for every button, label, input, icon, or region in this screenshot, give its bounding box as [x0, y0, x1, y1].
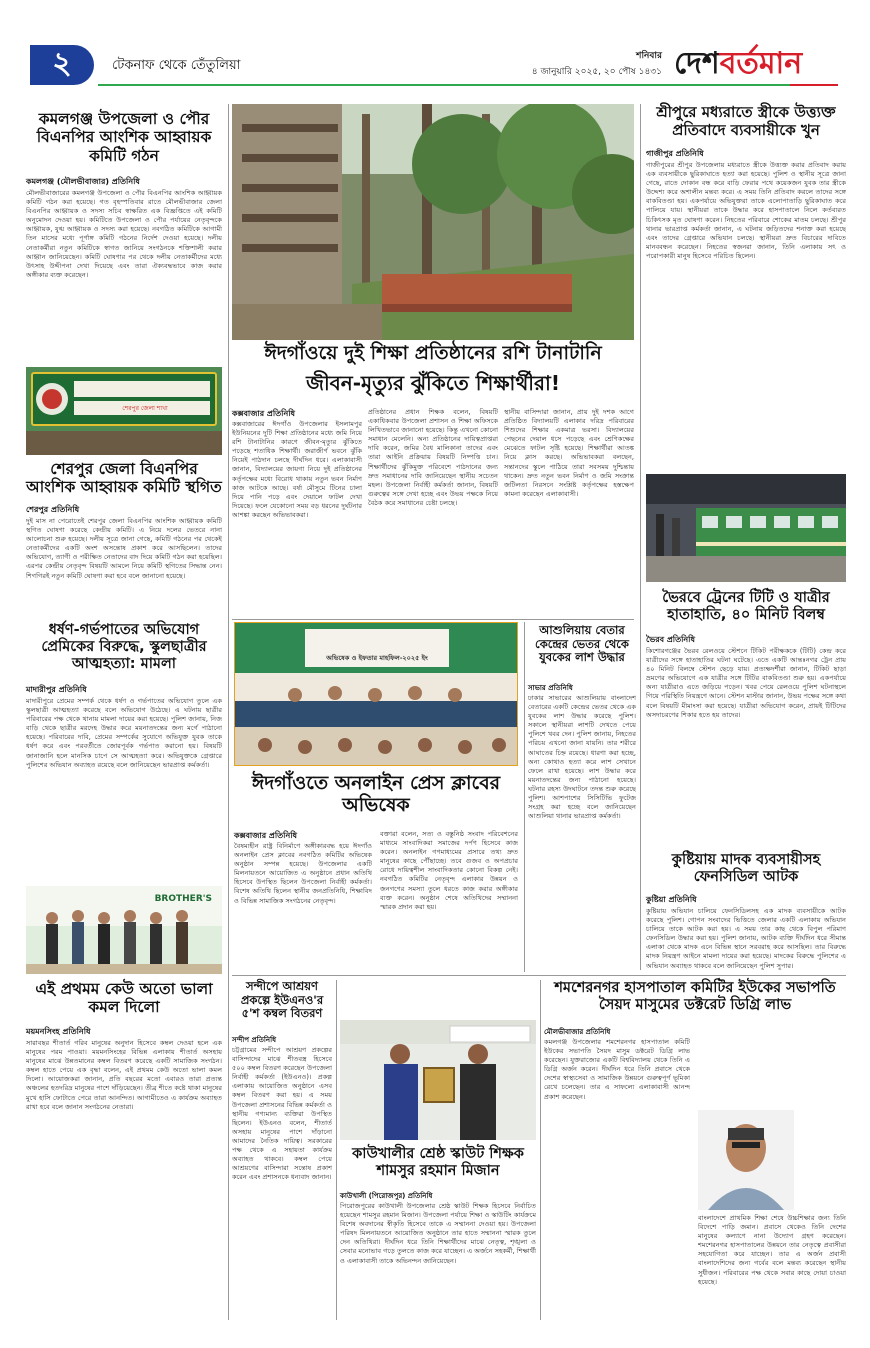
kaukhali-photo-graphic [340, 1020, 536, 1140]
sreepur-headline: শ্রীপুরে মধ্যরাতে স্ত্রীকে উত্ত্যক্ত প্রতিবাদে ব্যবসায়ীকে খুন [656, 103, 836, 139]
brother-byline: ময়মনসিংহ প্রতিনিধি [26, 1027, 91, 1036]
bhairab-body: কিশোরগঞ্জের ভৈরব রেলওয়ে স্টেশনে টিকিট পরীক্ষককে (টিটি) কেন্দ্র করে যাত্রীদের সঙ্গে হাতাহাতির ঘটনা ঘটেছে। এতে একটি আন্তঃনগর ট্রেন প্রায় ৪০ মিনিট বিলম্বে স্টেশন ছেড়ে যায়। প্রত্যক্ষদর্শীরা জানান, টিকিট ছাড়া ভ্রমণের অভিযোগে এক যাত্রীর সঙ্গে টিটির বাকবিতণ্ডা শুরু হয়। একপর্যায়ে অন্য যাত্রীরাও এতে জড়িয়ে পড়েন। খবর পেয়ে রেলওয়ে পুলিশ ঘটনাস্থলে গিয়ে পরিস্থিতি নিয়ন্ত্রণে আনে। স্টেশন মাস্টার জানান, উভয় পক্ষের সঙ্গে কথা বলে বিষয়টি মীমাংসা করা হয়েছে। যাত্রীরা অভিযোগ করেন, প্রায়ই টিটিদের অসদাচরণের শিকার হতে হয় তাদের। [646, 647, 846, 719]
logo-bortoman: বর্তমান [719, 46, 803, 81]
kushtia-headline: কুষ্টিয়ায় মাদক ব্যবসায়ীসহ ফেনসিডিল আটক [671, 852, 821, 886]
kushtia-body: কুষ্টিয়ায় অভিযান চালিয়ে ফেনসিডিলসহ এক মাদক ব্যবসায়ীকে আটক করেছে পুলিশ। গোপন সংবাদের ভিত্তিতে জেলার একটি এলাকায় অভিযান চালিয়ে তাকে আটক করা হয়। এ সময় তার কাছ থেকে বিপুল পরিমাণ ফেনসিডিল উদ্ধার করা হয়। পুলিশ জানায়, আটক ব্যক্তি দীর্ঘদিন ধরে সীমান্ত এলাকা থেকে মাদক এনে বিভিন্ন স্থানে সরবরাহ করে আসছিল। তার বিরুদ্ধে মাদক নিয়ন্ত্রণ আইনে মামলা দায়ের করা হয়েছে। মাদকের বিরুদ্ধে পুলিশের এ অভিযান অব্যাহত থাকবে বলে জানিয়েছেন পুলিশ সুপার। [646, 907, 846, 970]
press-club-body-col1: বৈষম্যহীন রাষ্ট্র বিনির্মাণে অঙ্গীকারবদ্ধ হয়ে ঈদগাঁও অনলাইন প্রেস ক্লাবের নবগঠিত কমিটির অভিষেক অনুষ্ঠান সম্পন্ন হয়েছে। উপজেলার একটি মিলনায়তনে আয়োজিত এ অনুষ্ঠানে প্রধান অতিথি হিসেবে উপস্থিত ছিলেন উপজেলা নির্বাহী কর্মকর্তা। বিশেষ অতিথি ছিলেন স্থানীয় জনপ্রতিনিধি, শিক্ষাবিদ ও বিভিন্ন সামাজিক সংগঠনের নেতৃবৃন্দ। [234, 842, 372, 905]
sherpur-photo [26, 367, 222, 455]
eidgaon-headline-line2: জীবন-মৃত্যুর ঝুঁকিতে শিক্ষার্থীরা! [306, 371, 560, 395]
sandwip-byline: সন্দীপ প্রতিনিধি [232, 1036, 277, 1044]
kamalganj-headline: কমলগঞ্জ উপজেলা ও পৌর বিএনপির আংশিক আহ্বায়ক কমিটি গঠন [36, 110, 212, 165]
eidgaon-body-col2: প্রতিষ্ঠানের প্রধান শিক্ষক বলেন, বিষয়টি একাধিকবার উপজেলা প্রশাসন ও শিক্ষা অফিসকে লিখিতভাবে জানানো হয়েছে। কিন্তু এখনো কোনো সমাধান মেলেনি। অন্য প্রতিষ্ঠানের দায়িত্বপ্রাপ্তরা দাবি করেন, জমির বৈধ মালিকানা তাদের এবং তারা আইনি প্রক্রিয়ায় বিষয়টি নিষ্পত্তি চান। শিক্ষার্থীদের ঝুঁকিমুক্ত পরিবেশে পাঠদানের জন্য দ্রুত সমাধানের দাবি জানিয়েছেন স্থানীয় সচেতন মহল। উপজেলা নির্বাহী কর্মকর্তা জানান, বিষয়টি গুরুত্বের সঙ্গে দেখা হচ্ছে এবং উভয় পক্ষকে নিয়ে বৈঠক করে সমাধানের চেষ্টা চলছে। [368, 408, 498, 507]
lower-divider [232, 975, 846, 976]
date-label: ৪ জানুয়ারি ২০২৫, ২০ পৌষ ১৪৩১ [531, 67, 662, 77]
ashulia-body: ঢাকার সাভারের আশুলিয়ায় বাংলাদেশ বেতারের একটি কেন্দ্রের ভেতর থেকে এক যুবকের লাশ উদ্ধার করেছে পুলিশ। সকালে স্থানীয়রা লাশটি দেখতে পেয়ে পুলিশে খবর দেন। পুলিশ জানায়, নিহতের পরিচয় এখনো জানা যায়নি। তার শরীরে আঘাতের চিহ্ন রয়েছে। ধারণা করা হচ্ছে, অন্য কোথাও হত্যা করে লাশ সেখানে ফেলে রাখা হয়েছে। লাশ উদ্ধার করে ময়নাতদন্তের জন্য পাঠানো হয়েছে। ঘটনার রহস্য উদঘাটনে তদন্ত শুরু করেছে পুলিশ। আশপাশের সিসিটিভি ফুটেজ সংগ্রহ করা হচ্ছে বলে জানিয়েছেন আশুলিয়া থানার ভারপ্রাপ্ত কর্মকর্তা। [528, 694, 636, 821]
column-divider-sandwip [336, 980, 337, 1320]
eidgaon-byline: কক্সবাজার প্রতিনিধি [232, 409, 296, 418]
ashulia-byline: সাভার প্রতিনিধি [528, 684, 573, 692]
kaukhali-body: পিরোজপুরের কাউখালী উপজেলার শ্রেষ্ঠ স্কাউট শিক্ষক হিসেবে নির্বাচিত হয়েছেন শামসুর রহমান মিজান। উপজেলা পর্যায়ে শিক্ষা ও স্কাউটিং কার্যক্রমে বিশেষ অবদানের স্বীকৃতি হিসেবে তাকে এ সম্মাননা দেওয়া হয়। উপজেলা পরিষদ মিলনায়তনে আয়োজিত অনুষ্ঠানে তার হাতে সম্মাননা স্মারক তুলে দেন অতিথিরা। দীর্ঘদিন ধরে তিনি শিক্ষার্থীদের মাঝে নেতৃত্ব, শৃঙ্খলা ও সেবার মনোভাব গড়ে তুলতে কাজ করে যাচ্ছেন। এ অর্জনে সহকর্মী, শিক্ষার্থী ও এলাকাবাসী তাকে অভিনন্দন জানিয়েছেন। [340, 1202, 536, 1265]
brother-body: সারাবছর শীতার্ত গরিব মানুষের অনুদান হিসেবে কম্বল দেওয়া হলে এক মানুষের পরম পাওয়া। ময়মনসিংহের বিভিন্ন এলাকায় শীতার্ত অসহায় মানুষের মাঝে উন্নতমানের কম্বল বিতরণ করেছে একটি সামাজিক সংগঠন। কম্বল হাতে পেয়ে এক বৃদ্ধা বলেন, এই প্রথমম কেউ অতো ভালা কমল দিলো। আয়োজকরা জানান, প্রতি বছরের মতো এবারও তারা প্রত্যন্ত অঞ্চলের হতদরিদ্র মানুষের পাশে দাঁড়িয়েছেন। তীব্র শীতে কষ্টে থাকা মানুষের মুখে হাসি ফোটাতে পেরে তারা আনন্দিত। আগামীতেও এ কার্যক্রম অব্যাহত রাখা হবে বলে জানান সংগঠনের নেতারা। [26, 1039, 222, 1111]
sandwip-headline: সন্দীপে আশ্রয়ণ প্রকল্পে ইউএনও'র ৫'শ কম্বল বিতরণ [240, 979, 324, 1021]
masthead-rule [98, 84, 838, 86]
sherpur-headline: শেরপুর জেলা বিএনপির আংশিক আহ্বায়ক কমিটি স্থগিত [26, 460, 222, 497]
press-club-photo-graphic [235, 623, 518, 766]
sreepur-body: গাজীপুরের শ্রীপুর উপজেলায় মধ্যরাতে স্ত্রীকে উত্ত্যক্ত করার প্রতিবাদ করায় এক ব্যবসায়ীকে ছুরিকাঘাতে হত্যা করা হয়েছে। পুলিশ ও স্থানীয় সূত্রে জানা গেছে, রাতে দোকান বন্ধ করে বাড়ি ফেরার পথে কয়েকজন যুবক তার স্ত্রীকে উদ্দেশ্য করে অশালীন মন্তব্য করে। এ সময় তিনি প্রতিবাদ করলে তাদের সঙ্গে বাকবিতণ্ডা হয়। একপর্যায়ে অভিযুক্তরা তাকে এলোপাতাড়ি ছুরিকাঘাত করে পালিয়ে যায়। স্থানীয়রা তাকে উদ্ধার করে হাসপাতালে নিলে কর্তব্যরত চিকিৎসক মৃত ঘোষণা করেন। নিহতের পরিবারে শোকের মাতম চলছে। শ্রীপুর থানার ভারপ্রাপ্ত কর্মকর্তা জানান, এ ঘটনায় জড়িতদের শনাক্ত করা হয়েছে এবং তাদের গ্রেপ্তারে অভিযান চলছে। স্থানীয়রা দ্রুত বিচারের দাবিতে মানববন্ধন করেছেন। নিহতের স্বজনরা জানান, তিনি এলাকায় সৎ ও পরোপকারী মানুষ হিসেবে পরিচিত ছিলেন। [646, 161, 846, 260]
column-divider-left [228, 104, 229, 1320]
column-divider-center [524, 622, 525, 972]
shamshernagar-portrait-graphic [698, 1110, 794, 1210]
sherpur-sign-text: শেরপুর জেলা শাখা [122, 405, 168, 412]
shamshernagar-byline: মৌলভীবাজার প্রতিনিধি [544, 1028, 611, 1036]
masthead-logo [674, 44, 854, 84]
madaripur-headline: ধর্ষণ-গর্ভপাতের অভিযোগ প্রেমিকের বিরুদ্ধে, স্কুলছাত্রীর আত্মহত্যা: মামলা [41, 622, 207, 673]
page-number: ২ [52, 46, 72, 81]
madaripur-byline: মাদারীপুর প্রতিনিধি [26, 685, 87, 694]
kamalganj-body: মৌলভীবাজারের কমলগঞ্জ উপজেলা ও পৌর বিএনপির আংশিক আহ্বায়ক কমিটি গঠন করা হয়েছে। গত বৃহস্পতিবার রাতে মৌলভীবাজার জেলা বিএনপির আহ্বায়ক ও সদস্য সচিব স্বাক্ষরিত এক বিজ্ঞপ্তিতে এই কমিটি অনুমোদন দেওয়া হয়। কমিটিতে উপজেলা ও পৌর পর্যায়ের নেতৃবৃন্দকে আহ্বায়ক, যুগ্ম আহ্বায়ক ও সদস্য করা হয়েছে। নবগঠিত কমিটিকে আগামী তিন মাসের মধ্যে পূর্ণাঙ্গ কমিটি গঠনের নির্দেশ দেওয়া হয়েছে। দলীয় নেতাকর্মীরা নতুন কমিটিকে স্বাগত জানিয়ে সংগঠনকে শক্তিশালী করার আহ্বান জানিয়েছেন। কমিটি ঘোষণার পর থেকে দলীয় নেতাকর্মীদের মধ্যে উৎসাহ উদ্দীপনা দেখা দিয়েছে এবং তারা ঐক্যবদ্ধভাবে কাজ করার অঙ্গীকার ব্যক্ত করেছেন। [26, 189, 222, 279]
day-label: শনিবার [636, 51, 662, 61]
madaripur-body: মাদারীপুরে প্রেমের সম্পর্ক থেকে ধর্ষণ ও গর্ভপাতের অভিযোগ তুলে এক স্কুলছাত্রী আত্মহত্যা করেছে বলে অভিযোগ উঠেছে। এ ঘটনায় ছাত্রীর পরিবারের পক্ষ থেকে থানায় মামলা দায়ের করা হয়েছে। পুলিশ জানায়, নিজ বাড়ি থেকে ছাত্রীর মরদেহ উদ্ধার করে ময়নাতদন্তের জন্য মর্গে পাঠানো হয়েছে। পরিবারের দাবি, প্রেমের সম্পর্কের সুযোগে অভিযুক্ত যুবক তাকে ধর্ষণ করে এবং পরবর্তীতে জোরপূর্বক গর্ভপাত করানো হয়। বিষয়টি জানাজানি হলে মানসিক চাপে সে আত্মহত্যা করে। অভিযুক্তকে গ্রেপ্তারে পুলিশের অভিযান অব্যাহত রয়েছে বলে জানিয়েছেন ভারপ্রাপ্ত কর্মকর্তা। [26, 697, 222, 769]
eidgaon-body-col1: কক্সবাজারের ঈদগাঁও উপজেলার ইসলামপুর ইউনিয়নের দুটি শিক্ষা প্রতিষ্ঠানের মধ্যে জমি নিয়ে রশি টানাটানির কারণে জীবন-মৃত্যুর ঝুঁকিতে পড়েছে শতাধিক শিক্ষার্থী। জরাজীর্ণ ভবনে ঝুঁকি নিয়েই পাঠদান চলছে দীর্ঘদিন ধরে। এলাকাবাসী জানান, বিদ্যালয়ের জায়গা নিয়ে দুই প্রতিষ্ঠানের কর্তৃপক্ষের মধ্যে বিরোধ থাকায় নতুন ভবন নির্মাণ কাজ আটকে আছে। বর্ষা মৌসুমে টিনের চালা দিয়ে পানি পড়ে এবং দেয়ালে ফাটল দেখা দিয়েছে। ফলে যেকোনো সময় বড় ধরনের দুর্ঘটনার আশঙ্কা করছেন অভিভাবকরা। [232, 420, 362, 519]
press-club-body-col2: বক্তারা বলেন, সত্য ও বস্তুনিষ্ঠ সংবাদ পরিবেশনের মাধ্যমে সাংবাদিকরা সমাজের দর্পণ হিসেবে কাজ করেন। অনলাইন গণমাধ্যমের প্রসারে তথ্য দ্রুত মানুষের কাছে পৌঁছাচ্ছে। তবে গুজব ও অপপ্রচার রোধে দায়িত্বশীল সাংবাদিকতার কোনো বিকল্প নেই। নবগঠিত কমিটির নেতৃবৃন্দ এলাকার উন্নয়ন ও জনগণের সমস্যা তুলে ধরতে কাজ করার অঙ্গীকার ব্যক্ত করেন। অনুষ্ঠান শেষে অতিথিদের সম্মাননা স্মারক প্রদান করা হয়। [380, 830, 518, 911]
masthead [0, 0, 870, 96]
brother-photo [26, 886, 222, 974]
sandwip-body: চট্টগ্রামের সন্দীপে আশ্রয়ণ প্রকল্পের বাসিন্দাদের মাঝে শীতবস্ত্র হিসেবে ৫০০ কম্বল বিতরণ করেছেন উপজেলা নির্বাহী কর্মকর্তা (ইউএনও)। প্রকল্প এলাকায় আয়োজিত অনুষ্ঠানে এসব কম্বল বিতরণ করা হয়। এ সময় উপজেলা প্রশাসনের বিভিন্ন কর্মকর্তা ও স্থানীয় গণ্যমান্য ব্যক্তিরা উপস্থিত ছিলেন। ইউএনও বলেন, শীতার্ত অসহায় মানুষের পাশে দাঁড়ানো আমাদের নৈতিক দায়িত্ব। সরকারের পক্ষ থেকে এ সহায়তা কার্যক্রম অব্যাহত থাকবে। কম্বল পেয়ে আশ্রয়ণের বাসিন্দারা সন্তোষ প্রকাশ করেন এবং প্রশাসনকে ধন্যবাদ জানান। [232, 1046, 332, 1182]
bhairab-photo [646, 474, 846, 582]
shamshernagar-headline: শমশেরনগর হাসপাতাল কমিটির ইউকের সভাপতি সৈয়দ মাসুমের ডক্টরেট ডিগ্রি লাভ [554, 980, 836, 1014]
kaukhali-headline: কাউখালীর শ্রেষ্ঠ স্কাউট শিক্ষক শামসুর রহমান মিজান [352, 1146, 524, 1180]
eidgaon-body-col3: স্থানীয় বাসিন্দারা জানান, প্রায় দুই দশক আগে প্রতিষ্ঠিত বিদ্যালয়টি এলাকার দরিদ্র পরিবারের শিশুদের শিক্ষার একমাত্র ভরসা। বিদ্যালয়ের পেছনের দেয়াল ধসে পড়েছে এবং শ্রেণিকক্ষের মেঝেতে ফাটল সৃষ্টি হয়েছে। শিক্ষার্থীরা আতঙ্ক নিয়ে ক্লাস করছে। অভিভাবকরা বলছেন, সন্তানদের স্কুলে পাঠিয়ে তারা সবসময় দুশ্চিন্তায় থাকেন। দ্রুত নতুন ভবন নির্মাণ ও জমি সংক্রান্ত জটিলতা নিরসনে সংশ্লিষ্ট কর্তৃপক্ষের হস্তক্ষেপ কামনা করেছেন এলাকাবাসী। [504, 408, 634, 498]
shamshernagar-portrait [698, 1110, 794, 1210]
center-divider-1 [232, 619, 634, 620]
kushtia-byline: কুষ্টিয়া প্রতিনিধি [646, 895, 697, 904]
kamalganj-byline: কমলগঞ্জ (মৌলভীবাজার) প্রতিনিধি [26, 177, 140, 186]
bhairab-byline: ভৈরব প্রতিনিধি [646, 635, 695, 644]
logo-desh: দেশ [674, 46, 720, 81]
column-divider-right [640, 104, 641, 970]
sherpur-byline: শেরপুর প্রতিনিধি [26, 505, 80, 514]
press-club-banner-text: অভিষেক ও ইফতার মাহফিল-২০২৫ ইং [326, 654, 428, 662]
kaukhali-photo [340, 1020, 536, 1140]
sherpur-body: দুই মাস না পেরোতেই শেরপুর জেলা বিএনপির আংশিক আহ্বায়ক কমিটি স্থগিত ঘোষণা করেছে কেন্দ্রীয় কমিটি। এ নিয়ে দলের ভেতরে নানা আলোচনা শুরু হয়েছে। দলীয় সূত্রে জানা গেছে, কমিটি গঠনের পর থেকেই নেতাকর্মীদের একটি অংশ অসন্তোষ প্রকাশ করে আসছিলেন। তাদের অভিযোগ, ত্যাগী ও পরীক্ষিত নেতাদের বাদ দিয়ে কমিটি গঠন করা হয়েছিল। এরপর কেন্দ্রীয় নেতৃবৃন্দ বিষয়টি আমলে নিয়ে কমিটি স্থগিতের সিদ্ধান্ত নেন। শিগগিরই নতুন কমিটি ঘোষণা করা হবে বলে জানানো হয়েছে। [26, 517, 222, 580]
brother-headline: এই প্রথমম কেউ অতো ভালা কমল দিলো [35, 980, 213, 1017]
eidgaon-headline-line1: ঈদগাঁওয়ে দুই শিক্ষা প্রতিষ্ঠানের রশি টানাটানি [264, 342, 602, 364]
eidgaon-main-photo [232, 104, 634, 340]
column-divider-kaukhali [540, 980, 541, 1320]
press-club-photo [234, 622, 518, 766]
eidgaon-main-photo-graphic [232, 104, 634, 340]
sreepur-byline: গাজীপুর প্রতিনিধি [646, 149, 704, 158]
press-club-byline: কক্সবাজার প্রতিনিধি [234, 831, 298, 840]
kaukhali-byline: কাউখালী (পিরোজপুর) প্রতিনিধি [340, 1192, 433, 1200]
section-title: টেকনাফ থেকে তেঁতুলিয়া [112, 58, 241, 73]
bhairab-photo-graphic [646, 474, 846, 582]
press-club-headline: ঈদগাঁওতে অনলাইন প্রেস ক্লাবের অভিষেক [251, 772, 501, 817]
brother-banner-text: BROTHER'S [154, 894, 212, 904]
shamshernagar-body-col1: কমলগঞ্জ উপজেলার শমশেরনগর হাসপাতাল কমিটি ইউকের সভাপতি সৈয়দ মাসুম ডক্টরেট ডিগ্রি লাভ করেছেন। যুক্তরাজ্যের একটি বিশ্ববিদ্যালয় থেকে তিনি এ ডিগ্রি অর্জন করেন। দীর্ঘদিন ধরে তিনি প্রবাসে থেকে দেশের স্বাস্থ্যসেবা ও সামাজিক উন্নয়নে গুরুত্বপূর্ণ ভূমিকা রেখে চলেছেন। তার এ সাফল্যে এলাকাবাসী আনন্দ প্রকাশ করেছেন। [544, 1038, 690, 1101]
shamshernagar-body-col2: বাংলাদেশে প্রাথমিক শিক্ষা শেষে উচ্চশিক্ষার জন্য তিনি বিদেশে পাড়ি জমান। প্রবাসে থেকেও তিনি দেশের মানুষের কল্যাণে নানা উদ্যোগ গ্রহণ করেছেন। শমশেরনগর হাসপাতালের উন্নয়নে তার নেতৃত্বে প্রবাসীরা সহযোগিতা করে যাচ্ছেন। তার এ অর্জন প্রবাসী বাংলাদেশিদের জন্য গর্বের বলে মন্তব্য করেছেন স্থানীয় সুধীজন। পরিবারের পক্ষ থেকে সবার কাছে দোয়া চাওয়া হয়েছে। [698, 1214, 846, 1286]
masthead-rule-accent [790, 84, 838, 86]
ashulia-headline: আশুলিয়ায় বেতার কেন্দ্রের ভেতর থেকে যুবকের লাশ উদ্ধার [535, 623, 629, 665]
bhairab-headline: ভৈরবে ট্রেনের টিটি ও যাত্রীর হাতাহাতি, ৪০ মিনিট বিলম্ব [662, 590, 830, 624]
